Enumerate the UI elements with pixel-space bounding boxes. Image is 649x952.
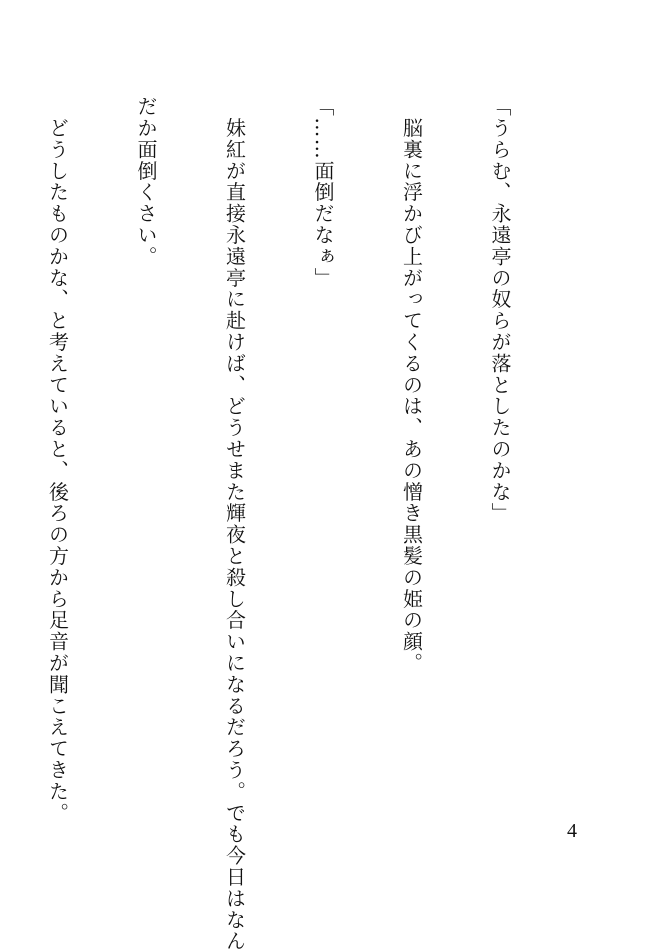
text-line: だか面倒くさい。: [134, 96, 158, 268]
text-line: 脳裏に浮かび上がってくるのは、あの憎き黒髪の姫の顔。: [399, 96, 424, 674]
text-line: 「うらむ、永遠亭の奴らが落としたのかな」: [488, 96, 512, 524]
text-line: どうしたものかな、と考えていると、後ろの方から足音が聞こえてきた。: [45, 96, 70, 824]
text-line: 「……面倒だなぁ」: [311, 96, 335, 289]
page-number: 4: [567, 820, 577, 842]
body-text: [0, 96, 573, 952]
text-line: 妹紅が直接永遠亭に赴けば、どうせまた輝夜と殺し合いになるだろう。でも今日はなん: [222, 96, 247, 952]
